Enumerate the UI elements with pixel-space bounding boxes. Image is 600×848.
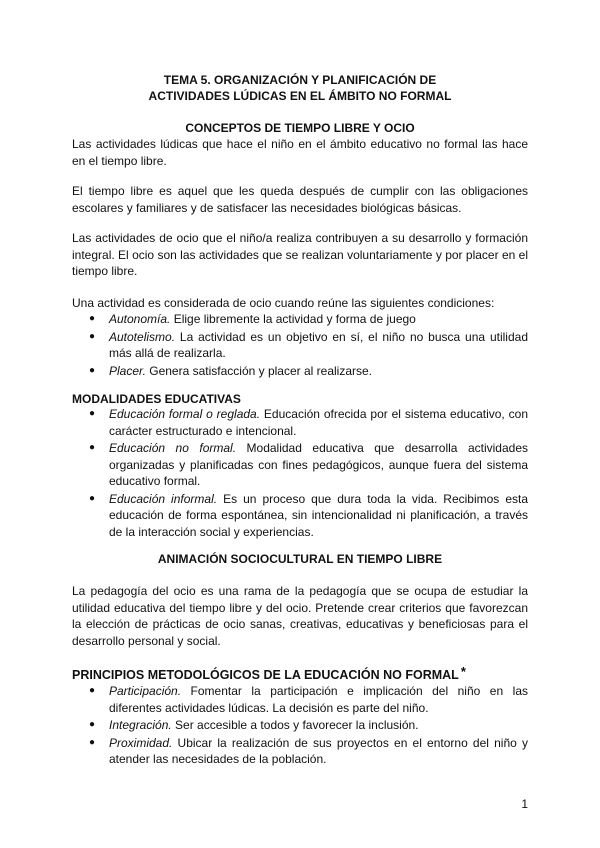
item-text: Educación ofrecida por el sistema educativo, con carácter estructurado e intencional. xyxy=(109,407,528,438)
section1-paragraph-1: Las actividades lúdicas que hace el niño en el ámbito educativo no formal las hace en el tiempo libre. xyxy=(72,137,528,168)
bullet-icon: ● xyxy=(89,330,96,342)
bullet-icon: ● xyxy=(89,442,96,453)
item-text: Genera satisfacción y placer al realizarse. xyxy=(145,363,373,378)
bullet-icon: ● xyxy=(89,364,96,376)
bullet-icon: ● xyxy=(89,719,96,730)
bullet-icon: ● xyxy=(89,736,96,748)
section1-paragraph-2: El tiempo libre es aquel que les queda después de cumplir con las obligaciones escolares y familiares y de satisfacer las necesidades biológicas básicas. xyxy=(72,184,528,215)
list-item xyxy=(72,363,528,380)
item-text: Elige libremente la actividad y forma de juego xyxy=(170,312,416,326)
item-term: Autonomía. xyxy=(109,312,171,326)
section4-heading xyxy=(72,664,466,682)
section3-heading: ANIMACIÓN SOCIOCULTURAL EN TIEMPO LIBRE xyxy=(157,552,443,566)
item-term: Educación formal o reglada. xyxy=(109,407,261,421)
item-text: La actividad es un objetivo en sí, el niño no busca una utilidad más allá de realizarla. xyxy=(109,329,528,360)
list-item xyxy=(72,683,528,716)
section2-heading: MODALIDADES EDUCATIVAS xyxy=(72,392,241,406)
title-line-2: ACTIVIDADES LÚDICAS EN EL ÁMBITO NO FORMAL xyxy=(148,89,452,103)
section1-heading: CONCEPTOS DE TIEMPO LIBRE Y OCIO xyxy=(185,121,415,135)
principios-list xyxy=(72,683,528,769)
section4-heading-text: PRINCIPIOS METODOLÓGICOS DE LA EDUCACIÓN NO FORMAL xyxy=(72,668,459,682)
item-term: Participación. xyxy=(109,684,182,698)
section1-paragraph-4: Una actividad es considerada de ocio cuando reúne las siguientes condiciones: xyxy=(72,296,495,310)
item-term: Educación no formal. xyxy=(109,441,237,455)
list-item xyxy=(72,440,528,490)
page-number: 1 xyxy=(521,797,528,811)
list-item xyxy=(72,735,528,768)
bullet-icon: ● xyxy=(89,408,96,419)
section3-paragraph-1: La pedagogía del ocio es una rama de la pedagogía que se ocupa de estudiar la utilidad educativa del tiempo libre y del ocio. Pretende crear criterios que favorezcan la elección de prácticas de ocio sanas, creativas, educativas y beneficiosas para el desarrollo personal y social. xyxy=(72,584,528,648)
list-item xyxy=(72,311,528,328)
item-text: Ubicar la realización de sus proyectos en el entorno del niño y atender las necesidades de la población. xyxy=(109,735,528,766)
ocio-conditions-list xyxy=(72,311,528,380)
item-term: Educación informal. xyxy=(109,491,218,506)
modalidades-list xyxy=(72,406,528,541)
section1-paragraph-3: Las actividades de ocio que el niño/a realiza contribuyen a su desarrollo y formación integral. El ocio son las actividades que se realizan voluntariamente y por placer en el tiempo libre. xyxy=(72,231,528,278)
item-term: Placer. xyxy=(109,363,146,378)
item-term: Integración. xyxy=(109,718,172,732)
item-term: Proximidad. xyxy=(109,735,173,750)
item-text: Modalidad educativa que desarrolla actividades organizadas y planificadas con fines pedagógicos, aunque fuera del sistema educativo formal. xyxy=(109,441,528,488)
item-text: Ser accesible a todos y favorecer la inclusión. xyxy=(171,718,419,732)
title-line-1: TEMA 5. ORGANIZACIÓN Y PLANIFICACIÓN DE xyxy=(163,73,437,87)
item-term: Autotelismo. xyxy=(109,329,176,344)
item-text: Fomentar la participación e implicación del niño en las diferentes actividades lúdicas. La decisión es parte del niño. xyxy=(109,684,528,715)
list-item xyxy=(72,491,528,541)
item-text: Es un proceso que dura toda la vida. Recibimos esta educación de forma espontánea, sin intencionalidad ni planificación, a través de la interacción social y experiencias. xyxy=(109,491,529,539)
bullet-icon: ● xyxy=(89,492,96,504)
list-item xyxy=(72,406,528,439)
list-item xyxy=(72,329,528,362)
document-title xyxy=(0,72,600,104)
bullet-icon: ● xyxy=(89,313,96,324)
list-item xyxy=(72,717,528,734)
asterisk-mark: * xyxy=(460,664,466,679)
bullet-icon: ● xyxy=(89,685,96,696)
